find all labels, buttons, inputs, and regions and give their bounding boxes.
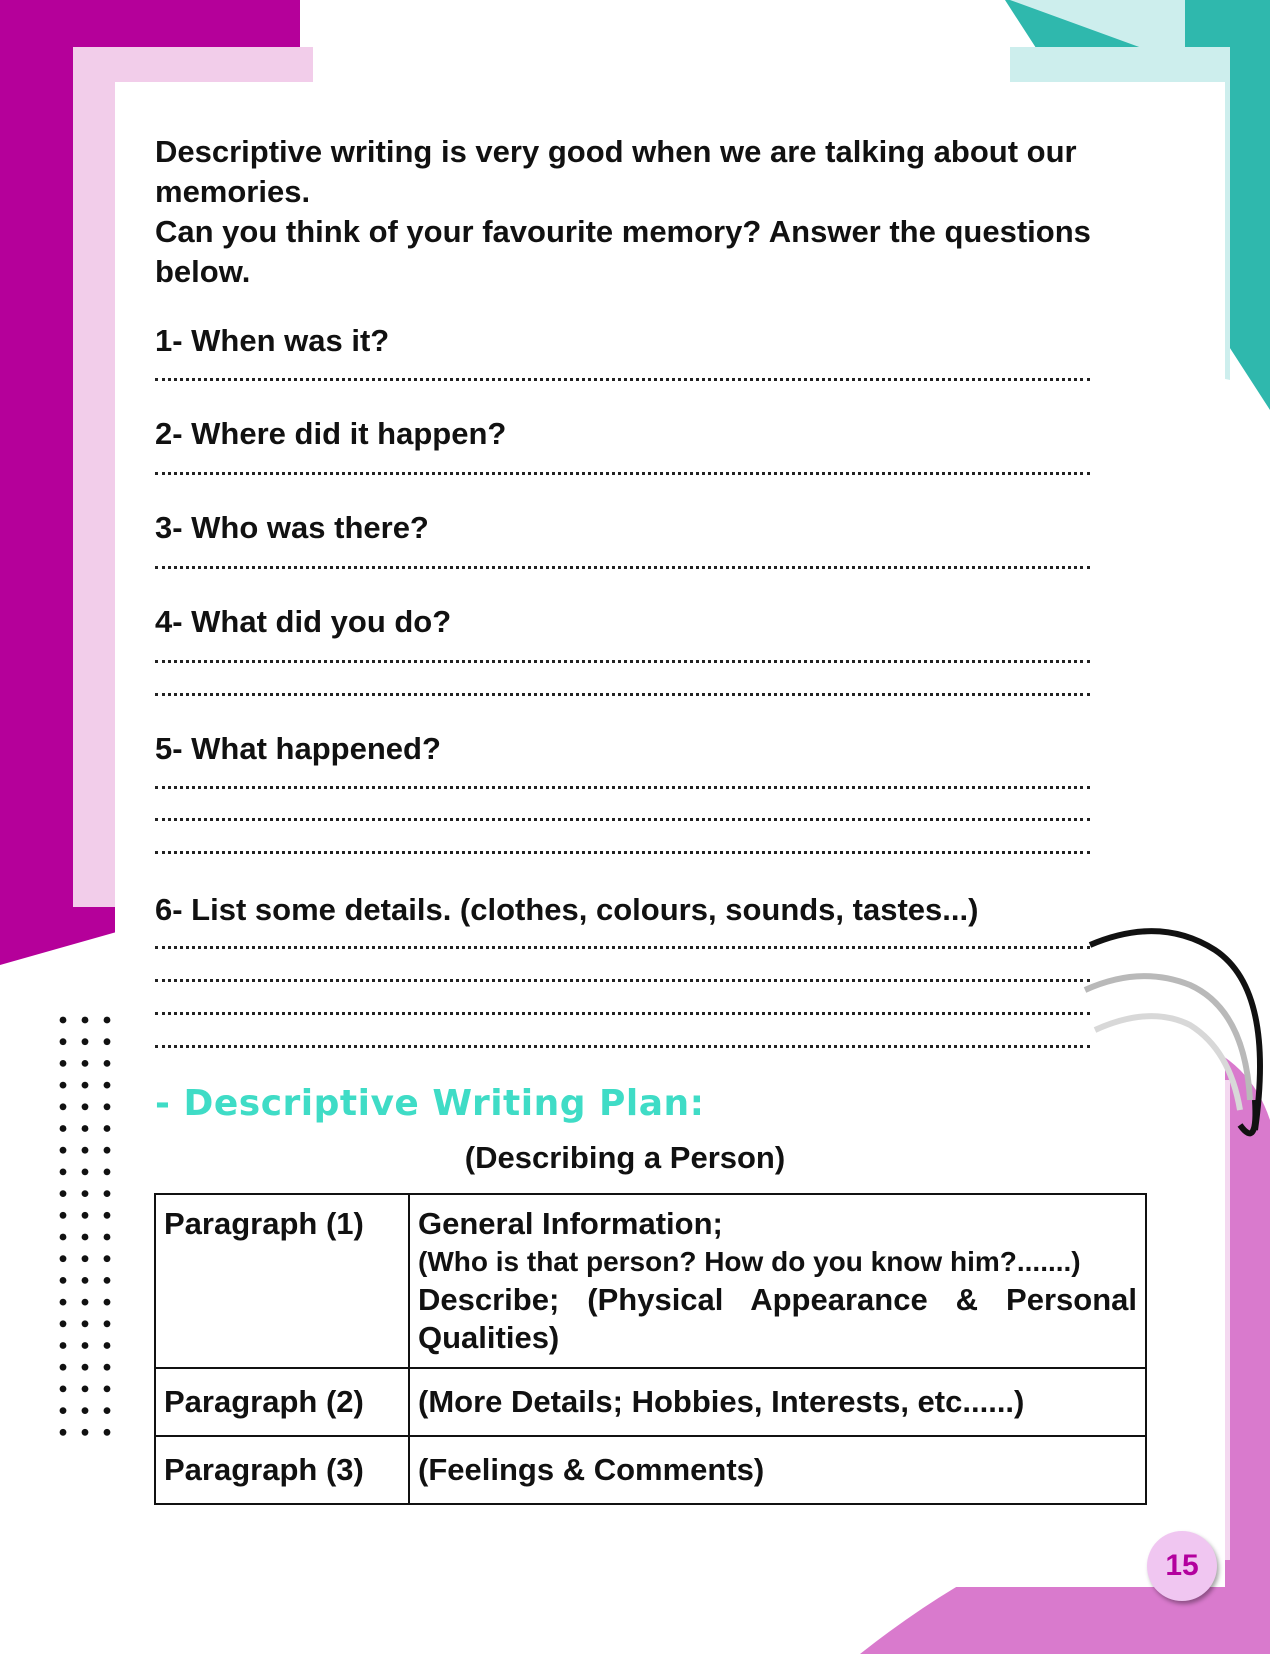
- content-line: Qualities): [418, 1320, 560, 1355]
- decorative-dot: [82, 1103, 89, 1110]
- decorative-dot: [82, 1386, 89, 1393]
- decorative-dot: [82, 1060, 89, 1067]
- decorative-dot: [60, 1342, 67, 1349]
- question-1: 1- When was it?: [155, 323, 390, 358]
- decorative-dot: [60, 1320, 67, 1327]
- decorative-dot: [82, 1038, 89, 1045]
- decorative-dot: [60, 1429, 67, 1436]
- answer-line[interactable]: [155, 979, 1090, 982]
- decorative-dot: [60, 1407, 67, 1414]
- answer-line[interactable]: [155, 378, 1090, 381]
- plan-subtitle: (Describing a Person): [464, 1140, 786, 1175]
- question-2: 2- Where did it happen?: [155, 416, 507, 451]
- decorative-dot: [104, 1277, 111, 1284]
- paragraph-content: (More Details; Hobbies, Interests, etc......): [409, 1368, 1146, 1436]
- decorative-dot: [104, 1407, 111, 1414]
- paragraph-content: (Feelings & Comments): [409, 1436, 1146, 1504]
- table-row: [155, 1194, 1146, 1368]
- content-line: (Who is that person? How do you know him?.......): [418, 1246, 1081, 1277]
- paragraph-label: Paragraph (2): [155, 1368, 409, 1436]
- decorative-dot: [60, 1038, 67, 1045]
- answer-line[interactable]: [155, 786, 1090, 789]
- decorative-dot: [60, 1255, 67, 1262]
- decorative-dot: [60, 1103, 67, 1110]
- decorative-dot: [82, 1125, 89, 1132]
- decorative-dot: [104, 1017, 111, 1024]
- intro-line-1: Descriptive writing is very good when we are talking about our memories.: [155, 134, 1077, 209]
- decorative-dot: [82, 1277, 89, 1284]
- intro-text: [155, 132, 1145, 292]
- dot-grid: [60, 1017, 111, 1436]
- decorative-dot: [60, 1299, 67, 1306]
- decorative-dot: [104, 1255, 111, 1262]
- decorative-dot: [104, 1060, 111, 1067]
- decorative-dot: [104, 1190, 111, 1197]
- decorative-dot: [82, 1190, 89, 1197]
- decorative-dot: [82, 1407, 89, 1414]
- question-5: 5- What happened?: [155, 731, 441, 766]
- decorative-dot: [82, 1017, 89, 1024]
- decorative-dot: [60, 1125, 67, 1132]
- answer-line[interactable]: [155, 660, 1090, 663]
- answer-line[interactable]: [155, 566, 1090, 569]
- decorative-dot: [82, 1255, 89, 1262]
- decorative-dot: [60, 1234, 67, 1241]
- decorative-dot: [104, 1386, 111, 1393]
- paragraph-label: Paragraph (1): [155, 1194, 409, 1368]
- decorative-dot: [104, 1038, 111, 1045]
- decorative-dot: [82, 1320, 89, 1327]
- question-6: 6- List some details. (clothes, colours, sounds, tastes...): [155, 892, 979, 927]
- answer-line[interactable]: [155, 472, 1090, 475]
- decorative-dot: [60, 1386, 67, 1393]
- content-line: Describe; (Physical Appearance & Personal: [418, 1282, 1137, 1317]
- answer-line[interactable]: [155, 851, 1090, 854]
- content-line: General Information;: [418, 1206, 723, 1241]
- decorative-dot: [104, 1082, 111, 1089]
- decorative-dot: [82, 1212, 89, 1219]
- decorative-dot: [60, 1212, 67, 1219]
- plan-title: - Descriptive Writing Plan:: [155, 1083, 705, 1124]
- question-3: 3- Who was there?: [155, 510, 429, 545]
- answer-line[interactable]: [155, 1045, 1090, 1048]
- plan-table: [154, 1193, 1147, 1505]
- decorative-dot: [104, 1342, 111, 1349]
- paragraph-content: [409, 1194, 1146, 1368]
- answer-line[interactable]: [155, 1012, 1090, 1015]
- decorative-dot: [104, 1234, 111, 1241]
- decorative-dot: [104, 1299, 111, 1306]
- table-row: [155, 1368, 1146, 1436]
- answer-line[interactable]: [155, 693, 1090, 696]
- intro-line-2: Can you think of your favourite memory? Answer the questions below.: [155, 214, 1091, 289]
- table-row: [155, 1436, 1146, 1504]
- decorative-dot: [104, 1429, 111, 1436]
- paragraph-label: Paragraph (3): [155, 1436, 409, 1504]
- decorative-dot: [104, 1320, 111, 1327]
- decorative-dot: [82, 1429, 89, 1436]
- decorative-dot: [60, 1277, 67, 1284]
- decorative-dot: [60, 1017, 67, 1024]
- decorative-dot: [82, 1299, 89, 1306]
- decorative-dot: [104, 1212, 111, 1219]
- page-number: 15: [1147, 1531, 1217, 1601]
- decorative-dot: [82, 1342, 89, 1349]
- answer-line[interactable]: [155, 946, 1090, 949]
- decorative-dot: [104, 1103, 111, 1110]
- decorative-dot: [60, 1060, 67, 1067]
- decorative-dot: [104, 1364, 111, 1371]
- decorative-dot: [60, 1364, 67, 1371]
- decorative-dot: [82, 1364, 89, 1371]
- decorative-dot: [60, 1190, 67, 1197]
- answer-line[interactable]: [155, 818, 1090, 821]
- decorative-dot: [82, 1082, 89, 1089]
- decorative-dot: [60, 1082, 67, 1089]
- question-4: 4- What did you do?: [155, 604, 452, 639]
- decorative-dot: [104, 1125, 111, 1132]
- decorative-dot: [82, 1234, 89, 1241]
